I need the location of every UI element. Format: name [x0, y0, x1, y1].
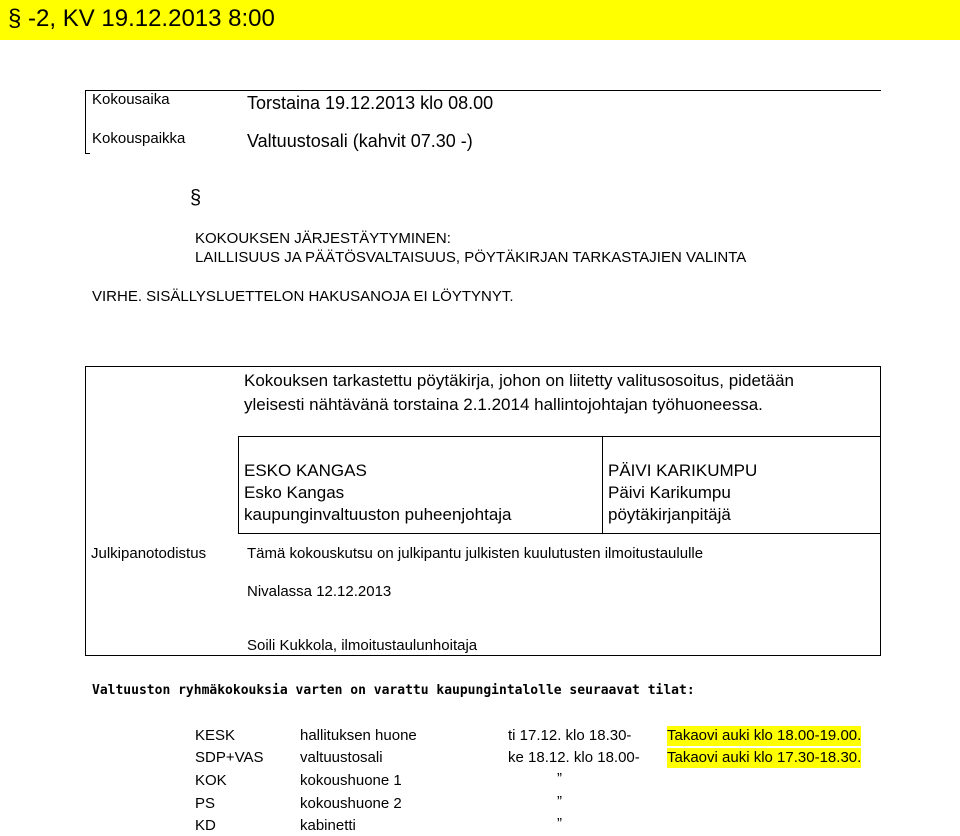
signer-2-name-caps: PÄIVI KARIKUMPU: [608, 461, 758, 480]
page-title: § -2, KV 19.12.2013 8:00: [8, 5, 275, 32]
notice-line1: Kokouksen tarkastettu pöytäkirja, johon on liitetty valitusosoitus, pidetään: [244, 371, 794, 390]
notice-box-left-rule: [85, 366, 86, 656]
signer-2-title: pöytäkirjanpitäjä: [608, 505, 731, 524]
signer-1-name-caps: ESKO KANGAS: [244, 461, 367, 480]
notice-box-right-rule: [880, 366, 881, 656]
signature-grid-top-rule: [238, 436, 881, 437]
group-room: kokoushuone 1: [300, 772, 402, 789]
publication-signer: Soili Kukkola, ilmoitustaulunhoitaja: [247, 637, 478, 654]
group-note: Takaovi auki klo 18.00-19.00.: [667, 727, 862, 744]
group-name: KOK: [195, 772, 227, 789]
signer-2-name: Päivi Karikumpu: [608, 483, 731, 502]
signature-grid-divider: [602, 436, 603, 534]
group-room: hallituksen huone: [300, 727, 417, 744]
group-name: KESK: [195, 727, 236, 744]
notice-box-top-rule: [85, 366, 881, 367]
signature-grid-bottom-rule: [238, 533, 881, 534]
section-symbol: §: [190, 187, 202, 209]
notice-box-bottom-rule: [85, 655, 881, 656]
group-name: SDP+VAS: [195, 749, 264, 766]
meeting-box-left-rule: [85, 90, 86, 153]
meeting-place-label: Kokouspaikka: [92, 130, 186, 147]
signature-grid-left-rule: [238, 436, 239, 534]
group-room: kokoushuone 2: [300, 795, 402, 812]
publication-place-date: Nivalassa 12.12.2013: [247, 583, 392, 600]
section-heading-line2: LAILLISUUS JA PÄÄTÖSVALTAISUUS, PÖYTÄKIRJAN TARKASTAJIEN VALINTA: [195, 249, 747, 266]
meeting-box-bottom-tick: [85, 153, 90, 154]
meeting-place-value: Valtuustosali (kahvit 07.30 -): [247, 131, 473, 151]
group-note: Takaovi auki klo 17.30-18.30.: [667, 749, 862, 766]
groups-heading: Valtuuston ryhmäkokouksia varten on varattu kaupungintalolle seuraavat tilat:: [92, 683, 695, 698]
group-name: PS: [195, 795, 216, 812]
meeting-box-top-rule: [85, 90, 881, 91]
signer-1-name: Esko Kangas: [244, 483, 345, 502]
group-room: kabinetti: [300, 817, 356, 834]
section-heading-line1: KOKOUKSEN JÄRJESTÄYTYMINEN:: [195, 230, 451, 247]
group-time-ditto: ”: [557, 793, 562, 810]
publication-text: Tämä kokouskutsu on julkipantu julkisten kuulutusten ilmoitustaululle: [247, 545, 704, 562]
meeting-time-label: Kokousaika: [92, 91, 170, 108]
group-name: KD: [195, 817, 216, 834]
group-time: ke 18.12. klo 18.00-: [508, 749, 640, 766]
group-time-ditto: ”: [557, 815, 562, 832]
group-time: ti 17.12. klo 18.30-: [508, 727, 632, 744]
publication-label: Julkipanotodistus: [91, 545, 207, 562]
error-message: VIRHE. SISÄLLYSLUETTELON HAKUSANOJA EI LÖYTYNYT.: [92, 288, 514, 305]
group-room: valtuustosali: [300, 749, 383, 766]
notice-line2: yleisesti nähtävänä torstaina 2.1.2014 hallintojohtajan työhuoneessa.: [244, 395, 763, 414]
group-time-ditto: ”: [557, 770, 562, 787]
meeting-time-value: Torstaina 19.12.2013 klo 08.00: [247, 93, 494, 113]
signer-1-title: kaupunginvaltuuston puheenjohtaja: [244, 505, 512, 524]
